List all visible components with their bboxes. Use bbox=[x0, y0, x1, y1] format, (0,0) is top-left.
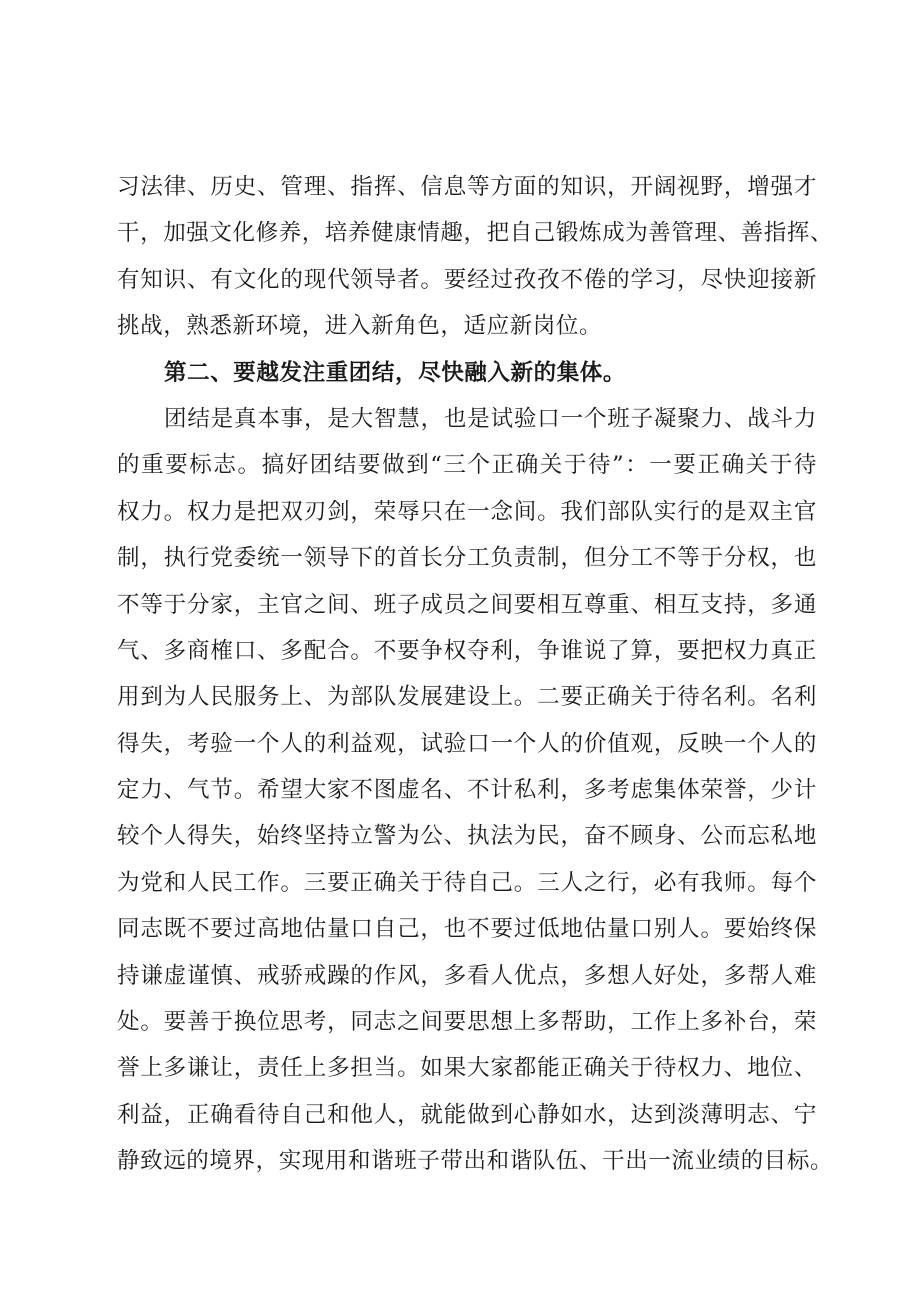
text-line: 同志既不要过高地估量口自己，也不要过低地估量口别人。要始终保 bbox=[117, 916, 817, 943]
text-line: 不等于分家，主官之间、班子成员之间要相互尊重、相互支持，多通 bbox=[117, 591, 817, 618]
text-line: 静致远的境界，实现用和谐班子带出和谐队伍、干出一流业绩的目标。 bbox=[117, 1148, 834, 1175]
text-line: 较个人得失，始终坚持立警为公、执法为民，奋不顾身、公而忘私地 bbox=[117, 823, 817, 850]
text-line: 利益，正确看待自己和他人，就能做到心静如水，达到淡薄明志、宁 bbox=[117, 1101, 817, 1128]
text-line: 挑战，熟悉新环境，进入新角色，适应新岗位。 bbox=[117, 313, 603, 340]
text-line: 干，加强文化修养，培养健康情趣，把自己锻炼成为善管理、善指挥、 bbox=[117, 220, 834, 247]
paragraph-unity bbox=[117, 396, 834, 1185]
text-line: 气、多商榷口、多配合。不要争权夺利，争谁说了算，要把权力真正 bbox=[117, 637, 817, 664]
paragraph-study bbox=[117, 164, 834, 350]
text-line: 习法律、历史、管理、指挥、信息等方面的知识，开阔视野，增强才 bbox=[117, 174, 817, 200]
document-body bbox=[117, 164, 834, 1185]
text-line: 用到为人民服务上、为部队发展建设上。二要正确关于待名利。名利 bbox=[117, 684, 817, 711]
text-line: 有知识、有文化的现代领导者。要经过孜孜不倦的学习，尽快迎接新 bbox=[117, 266, 817, 293]
text-line: 誉上多谦让，责任上多担当。如果大家都能正确关于待权力、地位、 bbox=[117, 1055, 817, 1082]
text-line: 定力、气节。希望大家不图虚名、不计私利，多考虑集体荣誉，少计 bbox=[117, 777, 817, 804]
section-heading: 第二、要越发注重团结，尽快融入新的集体。 bbox=[164, 359, 627, 386]
text-line: 团结是真本事，是大智慧，也是试验口一个班子凝聚力、战斗力 bbox=[164, 405, 817, 432]
text-line: 权力。权力是把双刃剑，荣辱只在一念间。我们部队实行的是双主官 bbox=[117, 498, 817, 525]
text-line: 制，执行党委统一领导下的首长分工负责制，但分工不等于分权，也 bbox=[117, 545, 817, 572]
text-line: 的重要标志。搞好团结要做到“三个正确关于待”：一要正确关于待 bbox=[117, 452, 817, 479]
text-line: 持谦虚谨慎、戒骄戒躁的作风，多看人优点，多想人好处，多帮人难 bbox=[117, 962, 817, 989]
text-line: 得失，考验一个人的利益观，试验口一个人的价值观，反映一个人的 bbox=[117, 730, 817, 757]
text-line: 为党和人民工作。三要正确关于待自己。三人之行，必有我师。每个 bbox=[117, 869, 817, 896]
text-line: 处。要善于换位思考，同志之间要思想上多帮助，工作上多补台，荣 bbox=[117, 1009, 817, 1036]
